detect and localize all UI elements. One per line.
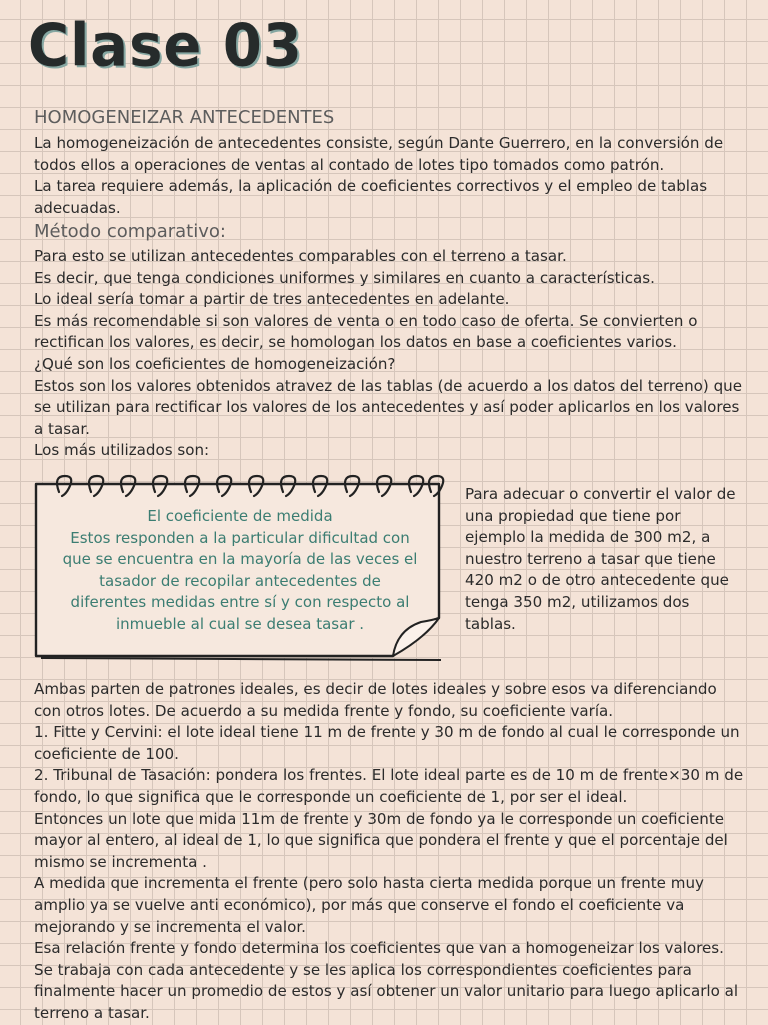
text-line: Los más utilizados son:: [34, 441, 210, 460]
note-text: [45, 506, 435, 636]
text-line: se utilizan para rectificar los valores de los antecedentes y así poder aplicarlos en los valores: [34, 398, 740, 417]
text-line: Es decir, que tenga condiciones uniformes y similares en cuanto a características.: [34, 268, 655, 287]
text-line: mayor al entero, al ideal de 1, lo que significa que pondera el frente y que el porcentaje del: [34, 831, 728, 850]
text-line: Esa relación frente y fondo determina los coeficientes que van a homogeneizar los valores.: [34, 939, 724, 958]
text-line: diferentes medidas entre sí y con respecto al: [70, 593, 410, 612]
text-line: fondo, lo que significa que le corresponde un coeficiente de 1, por ser el ideal.: [34, 787, 628, 806]
text-line: finalmente hacer un promedio de estos y así obtener un valor unitario para luego aplicarlo al: [34, 982, 739, 1001]
text-line: coeficiente de 100.: [34, 744, 179, 763]
text-line: rectifican los valores, es decir, se homologan los datos en base a coeficientes varios.: [34, 333, 677, 352]
text-line: una propiedad que tiene por: [465, 506, 681, 525]
text-line: 420 m2 o de otro antecedente que: [465, 571, 729, 590]
text-line: ejemplo la medida de 300 m2, a: [465, 528, 711, 547]
text-line: mismo se incrementa .: [34, 852, 207, 871]
text-line: que se encuentra en la mayoría de las veces el: [62, 550, 418, 569]
text-line: tenga 350 m2, utilizamos dos: [465, 592, 690, 611]
method-heading: Método comparativo:: [34, 221, 226, 242]
text-line: ¿Qué son los coeficientes de homogeneización?: [34, 354, 396, 373]
text-line: tablas.: [465, 614, 516, 633]
text-line: Para esto se utilizan antecedentes comparables con el terreno a tasar.: [34, 247, 567, 265]
text-line: adecuadas.: [34, 198, 121, 217]
text-line: Es más recomendable si son valores de venta o en todo caso de oferta. Se convierten o: [34, 311, 698, 330]
text-line: inmueble al cual se desea tasar .: [115, 614, 365, 633]
text-line: La tarea requiere además, la aplicación de coeficientes correctivos y el empleo de tablas: [34, 177, 708, 196]
intro-paragraph: [34, 133, 734, 219]
text-line: 2. Tribunal de Tasación: pondera los frentes. El lote ideal parte es de 10 m de frente×30 m de: [34, 766, 744, 785]
text-line: mejorando y se incrementa el valor.: [34, 917, 306, 936]
notepad-card: [33, 470, 443, 660]
side-paragraph: [465, 484, 755, 635]
text-line: 1. Fitte y Cervini: el lote ideal tiene 11 m de frente y 30 m de fondo al cual le corresponde un: [34, 723, 740, 742]
text-line: Estos son los valores obtenidos atravez de las tablas (de acuerdo a los datos del terreno) que: [34, 376, 743, 395]
text-line: terreno a tasar.: [34, 1003, 150, 1022]
text-line: amplio ya se vuelve anti económico), por más que conserve el fondo el coeficiente va: [34, 895, 685, 914]
text-line: Entonces un lote que mida 11m de frente y 30m de fondo ya le corresponde un coeficiente: [34, 809, 725, 828]
body-paragraph: [34, 679, 744, 1025]
text-line: todos ellos a operaciones de ventas al contado de lotes tipo tomados como patrón.: [34, 155, 665, 174]
text-line: Estos responden a la particular dificultad con: [70, 528, 410, 547]
text-line: Lo ideal sería tomar a partir de tres antecedentes en adelante.: [34, 290, 510, 309]
text-line: con otros lotes. De acuerdo a su medida frente y fondo, su coeficiente varía.: [34, 701, 614, 720]
page-title: Clase 03: [28, 12, 303, 81]
text-line: tasador de recopilar antecedentes de: [99, 571, 381, 590]
text-line: Para adecuar o convertir el valor de: [465, 485, 736, 503]
text-line: Se trabaja con cada antecedente y se les aplica los correspondientes coeficientes para: [34, 960, 692, 979]
note-title: El coeficiente de medida: [147, 507, 333, 525]
text-line: nuestro terreno a tasar que tiene: [465, 549, 716, 568]
text-line: A medida que incrementa el frente (pero solo hasta cierta medida porque un frente muy: [34, 874, 704, 893]
method-paragraph: [34, 246, 743, 462]
text-line: La homogeneización de antecedentes consiste, según Dante Guerrero, en la conversión de: [34, 134, 724, 152]
section-heading: HOMOGENEIZAR ANTECEDENTES: [34, 107, 335, 128]
text-line: Ambas parten de patrones ideales, es decir de lotes ideales y sobre esos va diferenciando: [34, 680, 717, 698]
text-line: a tasar.: [34, 419, 90, 438]
